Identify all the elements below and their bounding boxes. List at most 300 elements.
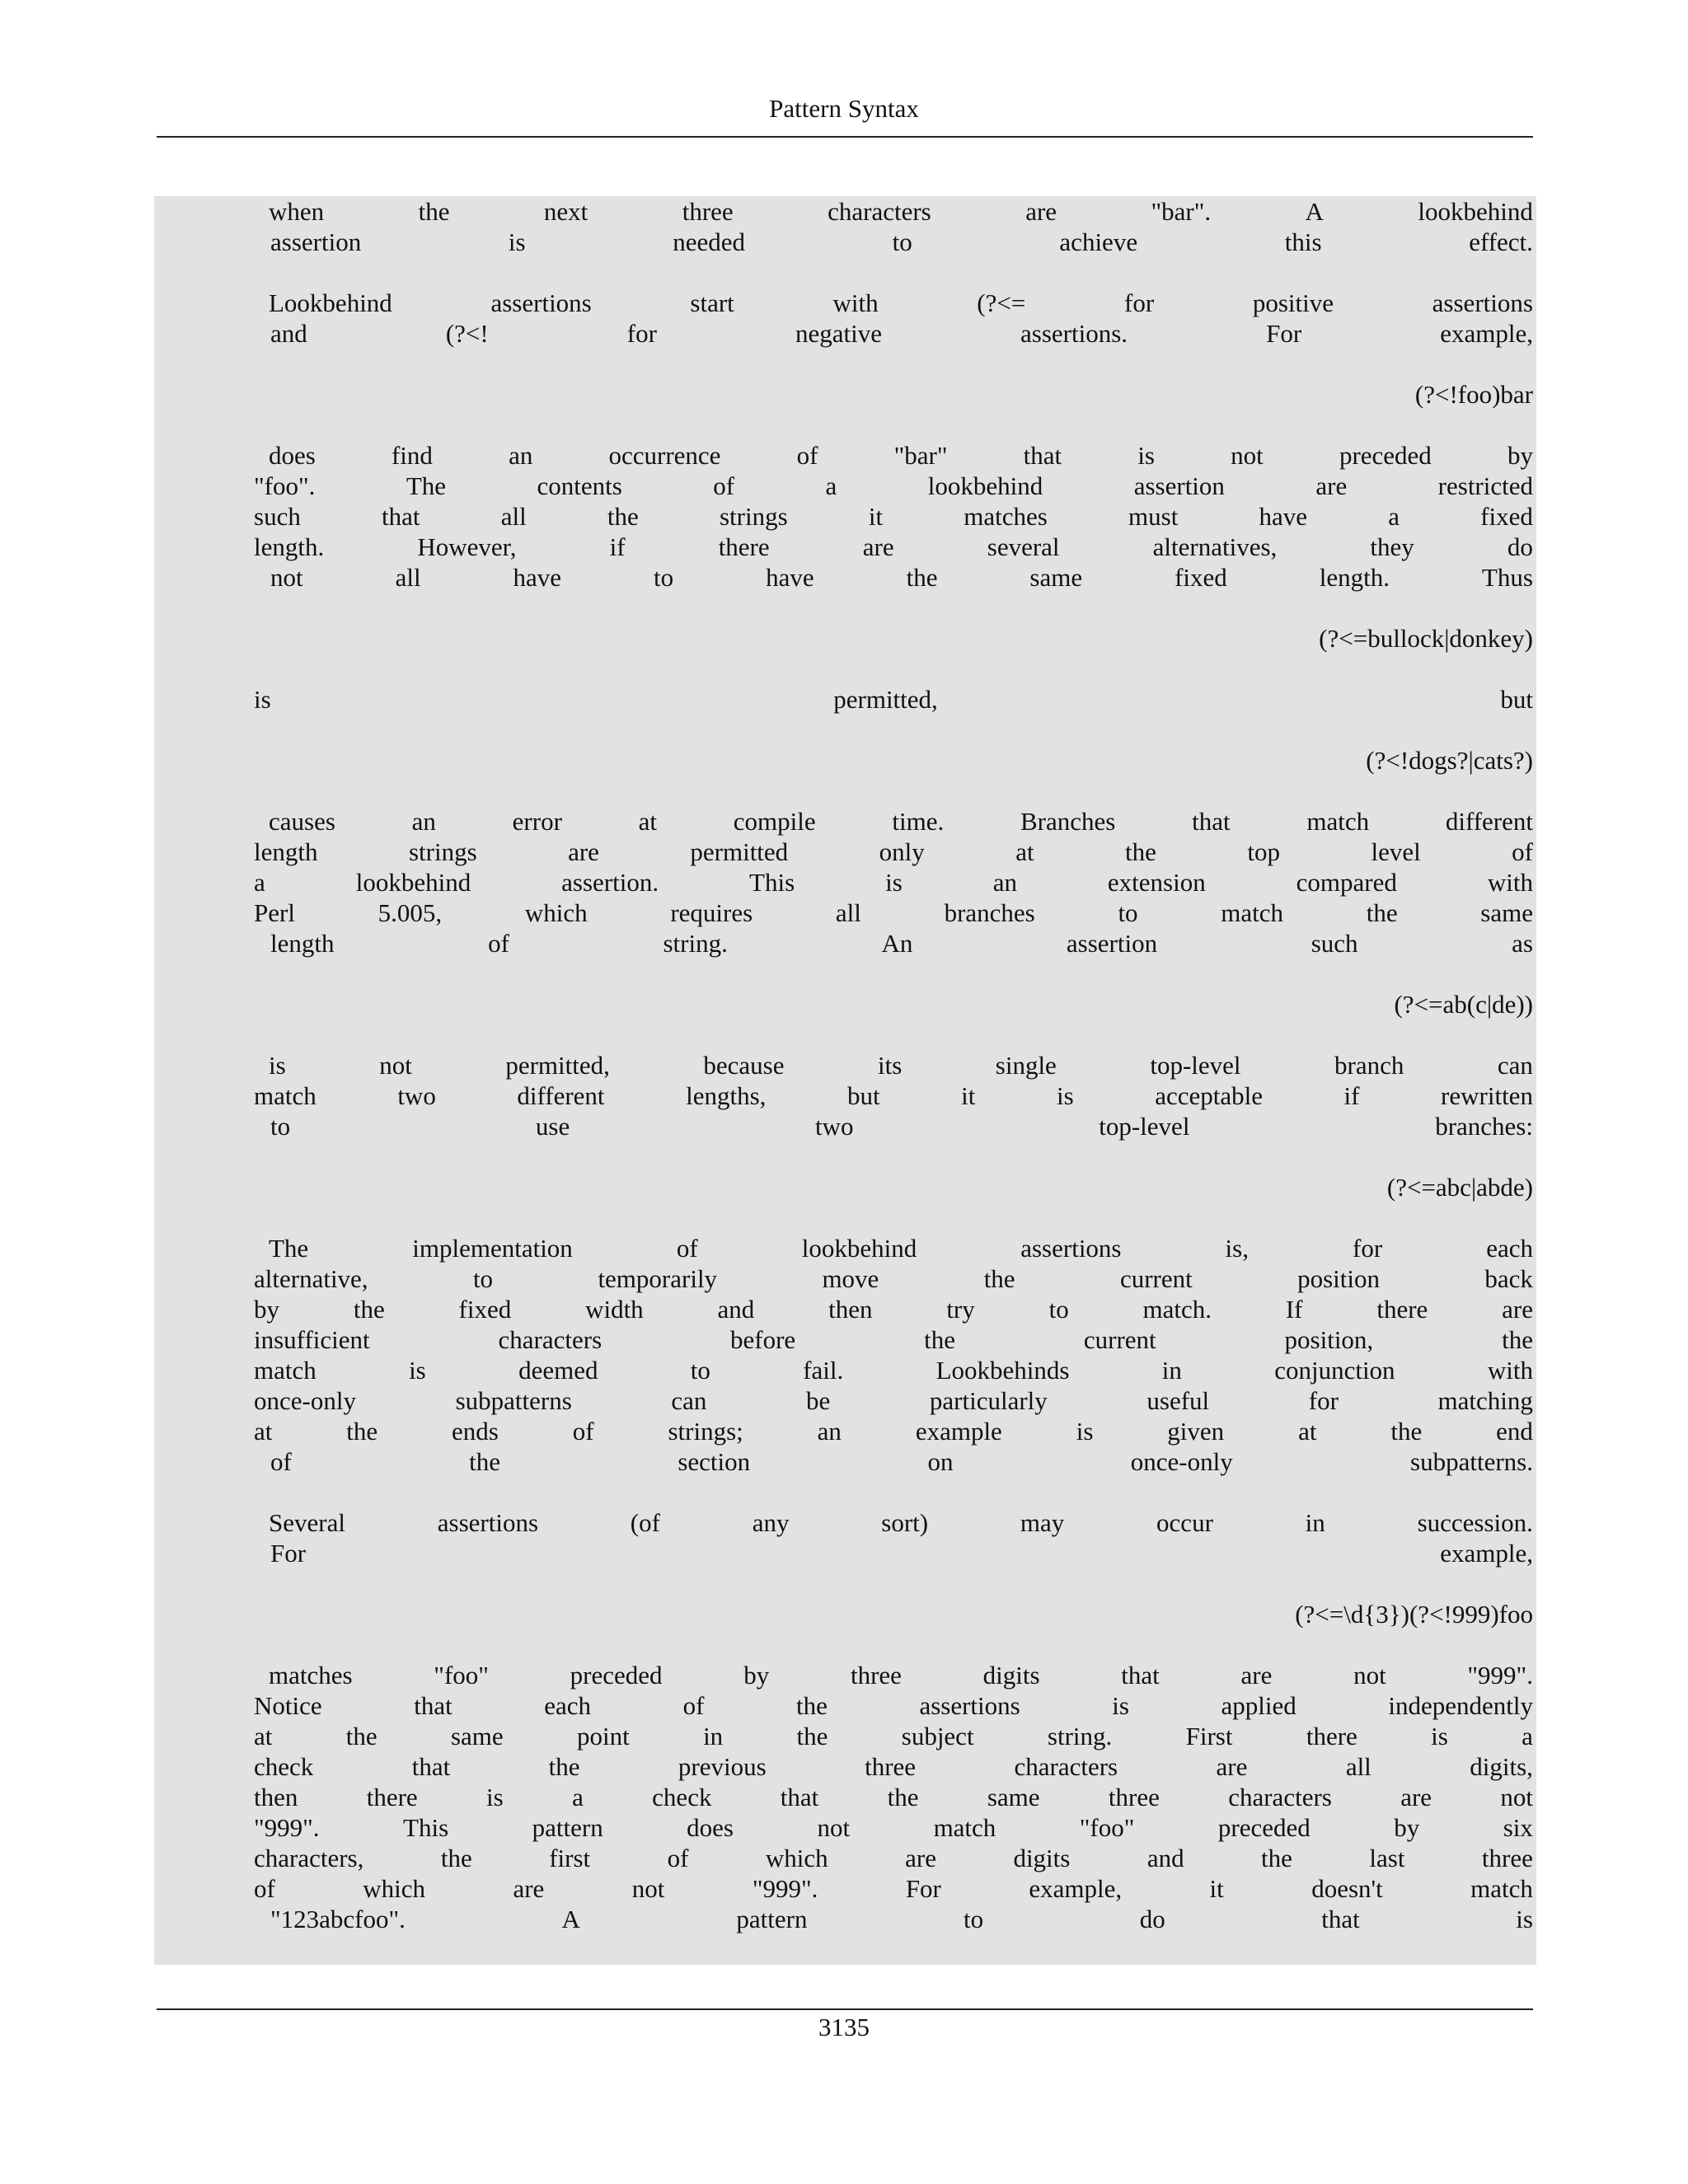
- text-line: [254, 1416, 1533, 1446]
- word: the: [1502, 1325, 1533, 1354]
- word: does: [269, 441, 316, 470]
- text-line: [254, 1751, 1533, 1782]
- word: is: [486, 1783, 504, 1811]
- word: applied: [1221, 1691, 1296, 1720]
- word: with: [1487, 1356, 1533, 1385]
- word: This: [749, 868, 795, 897]
- word: an: [509, 441, 533, 470]
- word: match: [1221, 898, 1284, 927]
- word: are: [1502, 1295, 1533, 1324]
- word: then: [254, 1783, 298, 1811]
- word: rewritten: [1441, 1081, 1533, 1110]
- word: permitted,: [833, 685, 938, 714]
- word: position: [1297, 1264, 1380, 1293]
- word: assertion: [1133, 471, 1225, 500]
- word: acceptable: [1155, 1081, 1263, 1110]
- code-example: [254, 989, 1533, 1019]
- word: Thus: [1481, 563, 1533, 592]
- word: which: [363, 1874, 426, 1903]
- word: assertions.: [1020, 319, 1128, 348]
- word: three: [1481, 1844, 1533, 1872]
- word: positive: [1252, 288, 1334, 317]
- word: have: [1259, 502, 1308, 531]
- header-rule: [157, 136, 1533, 138]
- word: "123abcfoo".: [270, 1905, 406, 1933]
- word: example,: [1440, 1539, 1533, 1568]
- word: is: [508, 227, 526, 256]
- word: the: [1390, 1417, 1423, 1446]
- word: are: [862, 532, 894, 561]
- block-gap: [254, 958, 1533, 989]
- word: find: [391, 441, 433, 470]
- text-line: [254, 1507, 1533, 1538]
- word: to: [472, 1264, 494, 1293]
- word: a: [1522, 1722, 1533, 1750]
- word: is: [1112, 1691, 1129, 1720]
- word: all: [500, 502, 527, 531]
- word: previous: [678, 1752, 767, 1781]
- word: length: [270, 929, 335, 958]
- word: of: [713, 471, 735, 500]
- word: occur: [1156, 1508, 1213, 1537]
- word: use: [535, 1112, 570, 1141]
- block-gap: [254, 776, 1533, 806]
- word: try: [946, 1295, 975, 1324]
- word: current: [1119, 1264, 1193, 1293]
- paragraph: [254, 440, 1533, 593]
- running-header-title: Pattern Syntax: [769, 94, 919, 123]
- word: assertions: [919, 1691, 1020, 1720]
- word: there: [1376, 1295, 1428, 1324]
- text-line: [254, 1660, 1533, 1690]
- paragraph: [254, 684, 1533, 715]
- word: length: [254, 837, 318, 866]
- text-line: [254, 501, 1533, 532]
- word: (of: [630, 1508, 660, 1537]
- word: useful: [1146, 1386, 1210, 1415]
- word: If: [1285, 1295, 1303, 1324]
- word: is,: [1225, 1234, 1249, 1263]
- word: effect.: [1469, 227, 1533, 256]
- text-line: [254, 1233, 1533, 1263]
- word: the: [345, 1722, 377, 1750]
- word: (?<=ab(c|de)): [1394, 990, 1533, 1019]
- word: (?<!dogs?|cats?): [1366, 746, 1533, 775]
- word: strings: [408, 837, 477, 866]
- word: assertion: [1066, 929, 1158, 958]
- word: different: [517, 1081, 605, 1110]
- word: that: [411, 1752, 451, 1781]
- text-line: [254, 684, 1533, 715]
- code-example: [254, 623, 1533, 654]
- page-number: 3135: [818, 2013, 870, 2041]
- word: last: [1369, 1844, 1405, 1872]
- word: length.: [254, 532, 325, 561]
- word: once-only: [254, 1386, 356, 1415]
- word: length.: [1319, 563, 1390, 592]
- word: any: [752, 1508, 790, 1537]
- block-gap: [254, 1202, 1533, 1233]
- word: fixed: [1480, 502, 1533, 531]
- word: they: [1370, 532, 1414, 561]
- block-gap: [254, 1477, 1533, 1507]
- word: to: [1048, 1295, 1069, 1324]
- word: its: [877, 1051, 903, 1080]
- text-line: [254, 318, 1533, 349]
- word: to: [270, 1112, 291, 1141]
- word: matching: [1437, 1386, 1533, 1415]
- word: next: [543, 197, 588, 226]
- word: three: [865, 1752, 917, 1781]
- word: the: [353, 1295, 385, 1324]
- word: top: [1247, 837, 1280, 866]
- word: in: [1161, 1356, 1182, 1385]
- text-line: [254, 1721, 1533, 1751]
- word: for: [626, 319, 657, 348]
- word: the: [887, 1783, 919, 1811]
- word: doesn't: [1311, 1874, 1383, 1903]
- word: each: [544, 1691, 592, 1720]
- word: strings: [719, 502, 788, 531]
- word: (?<!foo)bar: [1414, 380, 1533, 409]
- word: move: [822, 1264, 879, 1293]
- word: fixed: [458, 1295, 512, 1324]
- word: for: [1124, 288, 1155, 317]
- word: is: [409, 1356, 426, 1385]
- word: "bar".: [1151, 197, 1212, 226]
- word: compared: [1296, 868, 1397, 897]
- word: to: [690, 1356, 710, 1385]
- word: the: [418, 197, 450, 226]
- word: "999".: [1467, 1661, 1533, 1690]
- word: subpatterns: [455, 1386, 572, 1415]
- word: such: [1311, 929, 1358, 958]
- word: before: [730, 1325, 796, 1354]
- word: must: [1128, 502, 1179, 531]
- word: level: [1371, 837, 1421, 866]
- text-line: [254, 440, 1533, 471]
- text-line: [254, 1050, 1533, 1080]
- word: "foo": [434, 1661, 489, 1690]
- text-line: [254, 1812, 1533, 1843]
- word: compile: [733, 807, 816, 836]
- word: end: [1496, 1417, 1533, 1446]
- word: 5.005,: [377, 898, 443, 927]
- code-line: [254, 1172, 1533, 1202]
- word: Branches: [1020, 807, 1116, 836]
- text-line: [254, 1294, 1533, 1324]
- word: three: [682, 197, 734, 226]
- word: preceded: [1339, 441, 1432, 470]
- code-example: [254, 1599, 1533, 1629]
- word: conjunction: [1274, 1356, 1395, 1385]
- word: "foo": [1079, 1813, 1135, 1842]
- block-gap: [254, 593, 1533, 623]
- word: temporarily: [598, 1264, 718, 1293]
- block-gap: [254, 1568, 1533, 1599]
- word: are: [1400, 1783, 1432, 1811]
- word: are: [568, 837, 599, 866]
- word: A: [1305, 197, 1324, 226]
- word: current: [1083, 1325, 1156, 1354]
- paragraph: [254, 196, 1533, 257]
- word: but: [846, 1081, 880, 1110]
- word: the: [469, 1447, 501, 1476]
- text-line: [254, 928, 1533, 958]
- word: alternatives,: [1152, 532, 1278, 561]
- block-gap: [254, 257, 1533, 288]
- block-gap: [254, 1629, 1533, 1660]
- word: Lookbehinds: [935, 1356, 1070, 1385]
- word: each: [1486, 1234, 1533, 1263]
- block-gap: [254, 715, 1533, 745]
- word: This: [403, 1813, 449, 1842]
- word: for: [1308, 1386, 1339, 1415]
- word: have: [513, 563, 562, 592]
- word: there: [718, 532, 770, 561]
- word: six: [1503, 1813, 1533, 1842]
- word: is: [1431, 1722, 1448, 1750]
- word: lookbehind: [1418, 197, 1533, 226]
- word: requires: [670, 898, 753, 927]
- word: does: [687, 1813, 734, 1842]
- paragraph: [254, 1660, 1533, 1934]
- word: the: [796, 1722, 828, 1750]
- word: are: [905, 1844, 936, 1872]
- word: branch: [1334, 1051, 1404, 1080]
- word: insufficient: [254, 1325, 370, 1354]
- word: (?<=bullock|donkey): [1319, 624, 1533, 653]
- text-line: [254, 1873, 1533, 1904]
- text-line: [254, 227, 1533, 257]
- word: match: [254, 1081, 316, 1110]
- word: branches:: [1435, 1112, 1533, 1141]
- word: the: [906, 563, 938, 592]
- word: is: [1137, 441, 1155, 470]
- word: strings;: [668, 1417, 743, 1446]
- word: string.: [663, 929, 728, 958]
- word: assertion: [270, 227, 362, 256]
- word: is: [1076, 1417, 1094, 1446]
- block-gap: [254, 410, 1533, 440]
- word: However,: [417, 532, 517, 561]
- word: do: [1139, 1905, 1165, 1933]
- word: permitted,: [505, 1051, 610, 1080]
- word: if: [1343, 1081, 1360, 1110]
- word: digits: [982, 1661, 1040, 1690]
- code-line: [254, 745, 1533, 776]
- text-line: [254, 1111, 1533, 1141]
- word: section: [678, 1447, 751, 1476]
- code-line: [254, 623, 1533, 654]
- word: may: [1020, 1508, 1065, 1537]
- word: the: [346, 1417, 378, 1446]
- word: three: [850, 1661, 902, 1690]
- code-example: [254, 745, 1533, 776]
- text-line: [254, 532, 1533, 562]
- word: fixed: [1175, 563, 1227, 592]
- word: that: [1023, 441, 1062, 470]
- word: match: [1306, 807, 1370, 836]
- word: of: [270, 1447, 292, 1476]
- word: not: [270, 563, 303, 592]
- paragraph: [254, 1050, 1533, 1141]
- word: all: [835, 898, 861, 927]
- word: causes: [269, 807, 335, 836]
- word: can: [1497, 1051, 1533, 1080]
- word: do: [1507, 532, 1533, 561]
- word: restricted: [1437, 471, 1533, 500]
- word: same: [1029, 563, 1083, 592]
- word: lengths,: [686, 1081, 767, 1110]
- word: for: [1353, 1234, 1383, 1263]
- block-gap: [254, 1141, 1533, 1172]
- word: first: [549, 1844, 591, 1872]
- text-line: [254, 562, 1533, 593]
- word: the: [796, 1691, 828, 1720]
- word: assertions: [490, 288, 592, 317]
- word: the: [1125, 837, 1156, 866]
- word: not: [817, 1813, 851, 1842]
- word: pattern: [736, 1905, 808, 1933]
- word: characters,: [254, 1844, 364, 1872]
- word: is: [1516, 1905, 1533, 1933]
- word: The: [406, 471, 447, 500]
- block-gap: [254, 349, 1533, 379]
- word: are: [1240, 1661, 1273, 1690]
- text-line: [254, 288, 1533, 318]
- word: Notice: [254, 1691, 322, 1720]
- word: a: [572, 1783, 584, 1811]
- word: can: [671, 1386, 707, 1415]
- word: width: [585, 1295, 644, 1324]
- word: of: [667, 1844, 689, 1872]
- word: pattern: [532, 1813, 603, 1842]
- word: ends: [452, 1417, 499, 1446]
- word: in: [1305, 1508, 1325, 1537]
- word: of: [254, 1874, 275, 1903]
- word: (?<=abc|abde): [1386, 1173, 1533, 1202]
- word: characters: [1014, 1752, 1118, 1781]
- code-line: [254, 379, 1533, 410]
- word: "999".: [254, 1813, 320, 1842]
- word: single: [995, 1051, 1057, 1080]
- word: preceded: [570, 1661, 663, 1690]
- word: is: [885, 868, 903, 897]
- word: it: [1209, 1874, 1224, 1903]
- block-gap: [254, 654, 1533, 684]
- word: "foo".: [254, 471, 316, 500]
- word: and: [717, 1295, 755, 1324]
- word: several: [987, 532, 1060, 561]
- word: succession.: [1417, 1508, 1533, 1537]
- word: example: [915, 1417, 1002, 1446]
- text-line: [254, 1355, 1533, 1385]
- word: but: [1500, 685, 1533, 714]
- footer-rule: [157, 2008, 1533, 2010]
- word: start: [690, 288, 734, 317]
- word: of: [1512, 837, 1533, 866]
- word: sort): [881, 1508, 929, 1537]
- word: that: [1192, 807, 1231, 836]
- word: on: [927, 1447, 954, 1476]
- text-line: [254, 1782, 1533, 1812]
- word: (?<=: [977, 288, 1026, 317]
- word: the: [1366, 898, 1398, 927]
- word: same: [987, 1783, 1040, 1811]
- word: given: [1167, 1417, 1225, 1446]
- word: "999".: [752, 1874, 818, 1903]
- word: not: [379, 1051, 412, 1080]
- text-line: [254, 1324, 1533, 1355]
- word: as: [1512, 929, 1533, 958]
- text-line: [254, 1843, 1533, 1873]
- word: which: [524, 898, 588, 927]
- word: is: [269, 1051, 286, 1080]
- word: For: [270, 1539, 307, 1568]
- word: fail.: [803, 1356, 844, 1385]
- word: match: [933, 1813, 996, 1842]
- paragraph: [254, 806, 1533, 958]
- word: An: [881, 929, 913, 958]
- word: position,: [1284, 1325, 1374, 1354]
- word: time.: [892, 807, 945, 836]
- text-line: [254, 806, 1533, 837]
- word: the: [924, 1325, 955, 1354]
- word: only: [879, 837, 925, 866]
- word: all: [1345, 1752, 1372, 1781]
- word: error: [512, 807, 562, 836]
- word: of: [488, 929, 509, 958]
- word: three: [1108, 1783, 1160, 1811]
- word: at: [254, 1722, 273, 1750]
- word: not: [631, 1874, 665, 1903]
- word: subject: [901, 1722, 974, 1750]
- word: and: [1146, 1844, 1184, 1872]
- word: not: [1500, 1783, 1533, 1811]
- word: back: [1484, 1264, 1533, 1293]
- word: characters: [498, 1325, 603, 1354]
- word: is: [254, 685, 271, 714]
- body-text: [254, 196, 1533, 1934]
- word: at: [254, 1417, 273, 1446]
- word: there: [1306, 1722, 1357, 1750]
- word: to: [964, 1905, 984, 1933]
- word: to: [892, 227, 912, 256]
- word: the: [607, 502, 639, 531]
- word: to: [1118, 898, 1138, 927]
- word: assertions: [437, 1508, 539, 1537]
- word: preceded: [1217, 1813, 1311, 1842]
- word: at: [1298, 1417, 1317, 1446]
- word: be: [806, 1386, 831, 1415]
- word: lookbehind: [927, 471, 1043, 500]
- word: at: [1015, 837, 1034, 866]
- word: in: [703, 1722, 724, 1750]
- word: that: [414, 1691, 452, 1720]
- word: an: [411, 807, 436, 836]
- word: Several: [269, 1508, 345, 1537]
- word: achieve: [1059, 227, 1138, 256]
- word: match: [1470, 1874, 1533, 1903]
- word: assertions: [1432, 288, 1533, 317]
- word: are: [1216, 1752, 1248, 1781]
- word: contents: [537, 471, 622, 500]
- word: example,: [1029, 1874, 1123, 1903]
- text-line: [254, 1690, 1533, 1721]
- word: when: [269, 197, 325, 226]
- word: that: [382, 502, 420, 531]
